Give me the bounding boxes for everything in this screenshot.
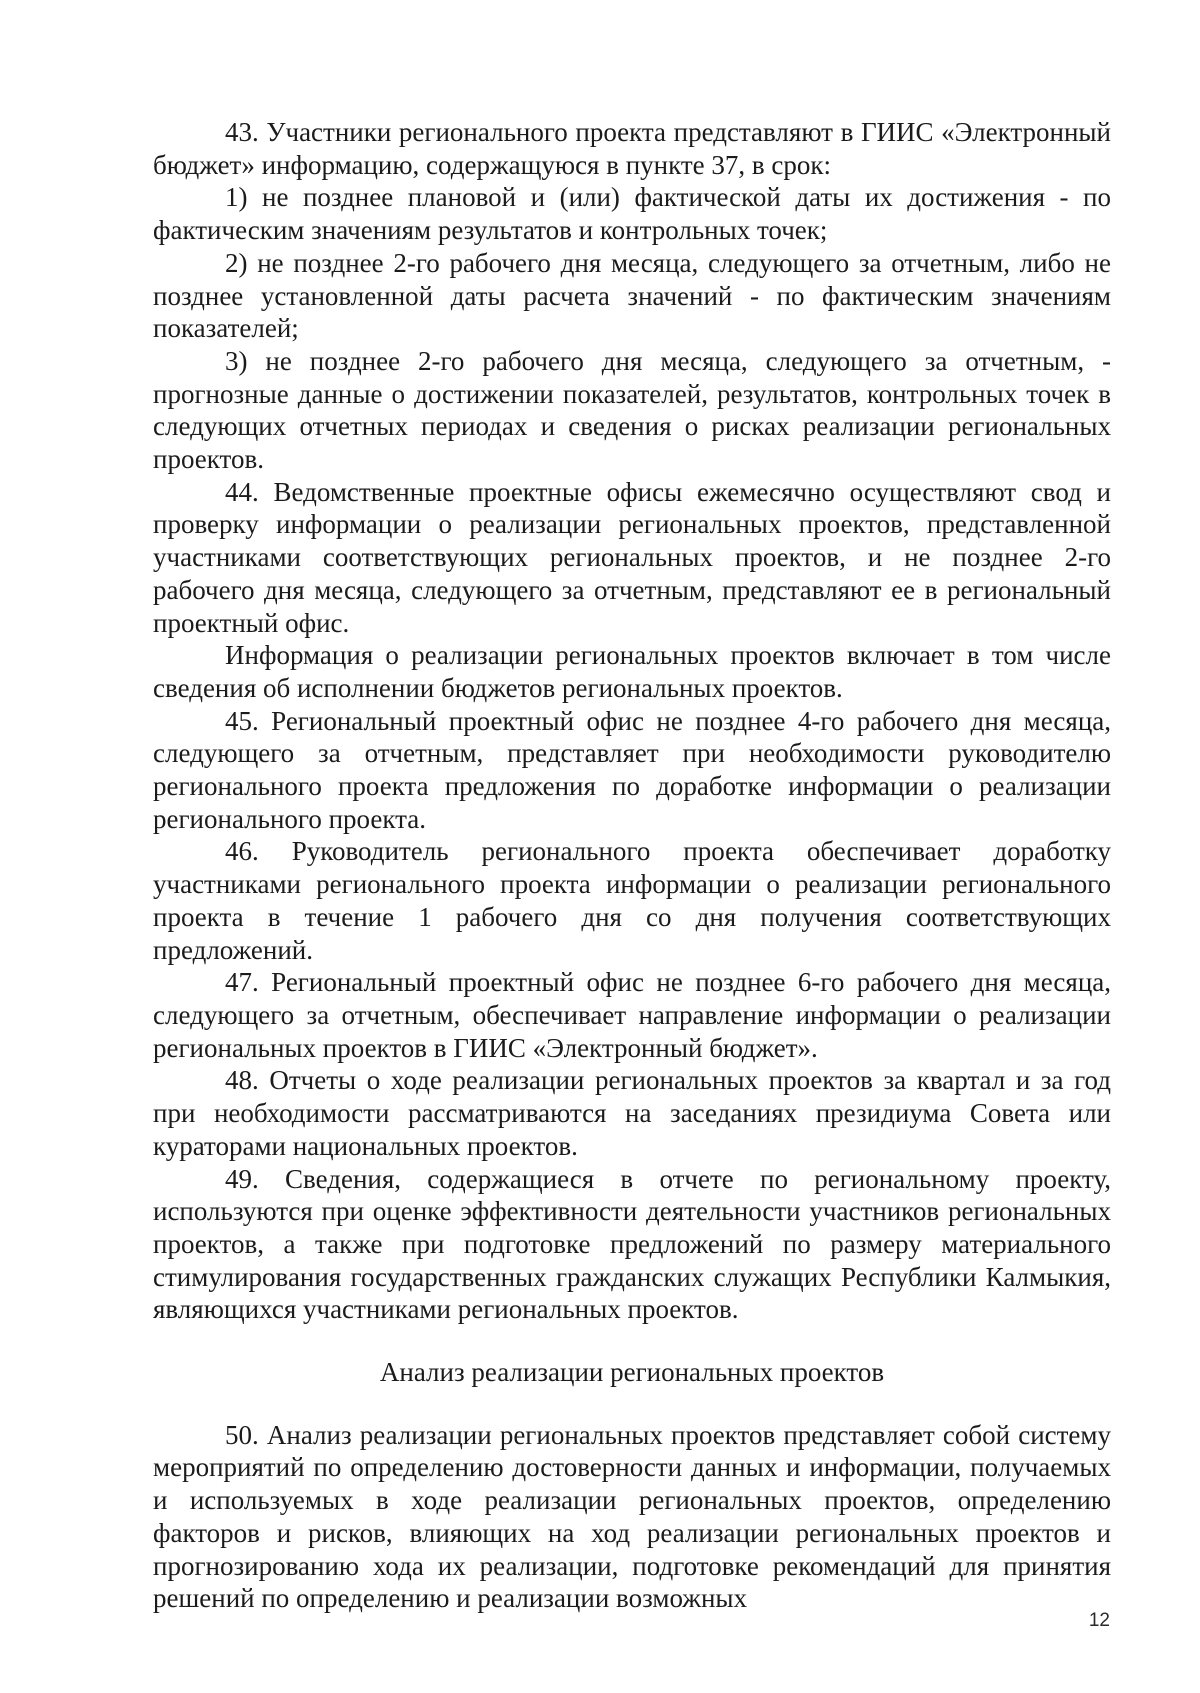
paragraph-50: 50. Анализ реализации региональных проектов представляет собой систему мероприятий по определению достоверности данных и информации, получаемых и используемых в ходе реализации региональных проектов, определению факторов и рисков, влияющих на ход реализации региональных проектов и прогнозированию хода их реализации, подготовке рекомендаций для принятия решений по определению и реализации возможных (153, 1419, 1111, 1614)
section-heading: Анализ реализации региональных проектов (379, 1357, 885, 1388)
paragraph-48: 48. Отчеты о ходе реализации региональных проектов за квартал и за год при необходимости рассматриваются на заседаниях президиума Совета или кураторами национальных проектов. (153, 1065, 1111, 1161)
paragraph-45: 45. Региональный проектный офис не позднее 4-го рабочего дня месяца, следующего за отчетным, представляет при необходимости руководителю регионального проекта предложения по доработке информации о реализации регионального проекта. (153, 705, 1111, 834)
page-number: 12 (1088, 1610, 1110, 1631)
paragraph-44: 44. Ведомственные проектные офисы ежемесячно осуществляют свод и проверку информации о реализации региональных проектов, представленной участниками соответствующих региональных проектов, и не позднее 2-го рабочего дня месяца, следующего за отчетным, представляют ее в региональный проектный офис. (153, 476, 1111, 638)
paragraph-44-note: Информация о реализации региональных проектов включает в том числе сведения об исполнении бюджетов региональных проектов. (153, 640, 1111, 703)
paragraph-43-item-2: 2) не позднее 2-го рабочего дня месяца, следующего за отчетным, либо не позднее установленной даты расчета значений - по фактическим значениям показателей; (153, 247, 1111, 344)
paragraph-47: 47. Региональный проектный офис не позднее 6-го рабочего дня месяца, следующего за отчетным, обеспечивает направление информации о реализации региональных проектов в ГИИС «Электронный бюджет». (153, 967, 1111, 1063)
paragraph-43-item-1: 1) не позднее плановой и (или) фактической даты их достижения - по фактическим значениям результатов и контрольных точек; (153, 182, 1111, 246)
paragraph-43-item-3: 3) не позднее 2-го рабочего дня месяца, следующего за отчетным, - прогнозные данные о достижении показателей, результатов, контрольных точек в следующих отчетных периодах и сведения о рисках реализации региональных проектов. (153, 345, 1111, 475)
paragraph-49: 49. Сведения, содержащиеся в отчете по региональному проекту, используются при оценке эффективности деятельности участников региональных проектов, а также при подготовке предложений по размеру материального стимулирования государственных гражданских служащих Республики Калмыкия, являющихся участниками региональных проектов. (153, 1163, 1111, 1325)
document-body (153, 116, 1111, 1615)
paragraph-46: 46. Руководитель регионального проекта обеспечивает доработку участниками регионального проекта информации о реализации регионального проекта в течение 1 рабочего дня со дня получения соответствующих предложений. (153, 836, 1111, 965)
paragraph-43: 43. Участники регионального проекта представляют в ГИИС «Электронный бюджет» информацию, содержащуюся в пункте 37, в срок: (153, 117, 1111, 180)
